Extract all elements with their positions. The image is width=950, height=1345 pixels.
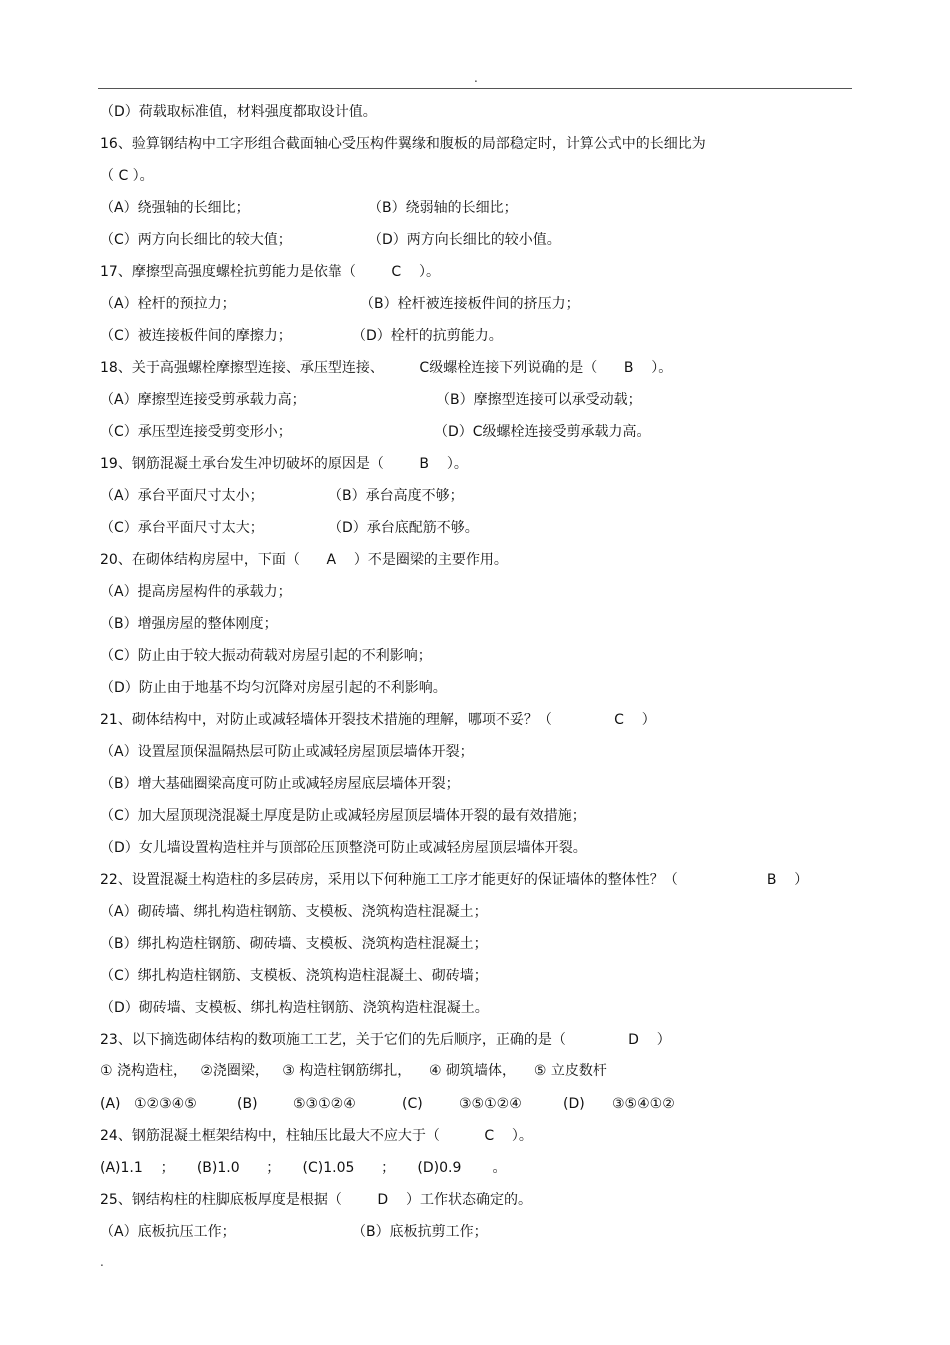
option-c: （C）两方向长细比的较大值；: [100, 232, 292, 248]
option-c: （C）被连接板件间的摩擦力；: [100, 328, 292, 344]
option-b-sequence: ⑤③①②④: [293, 1096, 356, 1112]
question-16-answer: （ C ）。: [100, 168, 154, 184]
option-b: （B）栓杆被连接板件间的挤压力；: [360, 296, 580, 312]
option-a: （A）摩擦型连接受剪承载力高；: [100, 392, 306, 408]
question-20: 20、在砌体结构房屋中，下面（ A ）不是圈梁的主要作用。: [100, 552, 508, 568]
option-a-label: (A): [100, 1096, 121, 1112]
option-a: （A）设置屋顶保温隔热层可防止或减轻房屋顶层墙体开裂；: [100, 744, 474, 760]
option-a: （A）栓杆的预拉力；: [100, 296, 236, 312]
option-c: （C）防止由于较大振动荷载对房屋引起的不利影响；: [100, 648, 432, 664]
option-d: （D）C级螺栓连接受剪承载力高。: [434, 424, 651, 440]
option-d-label: (D): [563, 1096, 585, 1112]
option-b: （B）底板抗剪工作；: [352, 1224, 488, 1240]
question-23: 23、以下摘选砌体结构的数项施工工艺，关于它们的先后顺序，正确的是（ D ）: [100, 1032, 671, 1048]
option-row: (A)1.1 ； (B)1.0 ； (C)1.05 ； (D)0.9 。: [100, 1160, 507, 1176]
question-21: 21、砌体结构中，对防止或减轻墙体开裂技术措施的理解，哪项不妥？（ C ）: [100, 712, 656, 728]
option-a-sequence: ①②③④⑤: [134, 1096, 197, 1112]
option-a: （A）砌砖墙、绑扎构造柱钢筋、支模板、浇筑构造柱混凝土；: [100, 904, 488, 920]
option-c: （C）承压型连接受剪变形小；: [100, 424, 292, 440]
option-d: （D）砌砖墙、支模板、绑扎构造柱钢筋、浇筑构造柱混凝土。: [100, 1000, 489, 1016]
option-b: （B）增强房屋的整体刚度；: [100, 616, 278, 632]
option-b: （B）绑扎构造柱钢筋、砌砖墙、支模板、浇筑构造柱混凝土；: [100, 936, 488, 952]
option-a: （A）提高房屋构件的承载力；: [100, 584, 292, 600]
option-b: （B）承台高度不够；: [328, 488, 464, 504]
option-d: （D）防止由于地基不均匀沉降对房屋引起的不利影响。: [100, 680, 447, 696]
option-b: （B）绕弱轴的长细比；: [368, 200, 518, 216]
question-16: 16、验算钢结构中工字形组合截面轴心受压构件翼缘和腹板的局部稳定时，计算公式中的长细比为: [100, 136, 706, 152]
option-a: （A）绕强轴的长细比；: [100, 200, 250, 216]
option-d: （D）栓杆的抗剪能力。: [352, 328, 503, 344]
question-17: 17、摩擦型高强度螺栓抗剪能力是依靠（ C ）。: [100, 264, 440, 280]
option-b: （B）摩擦型连接可以承受动载；: [436, 392, 642, 408]
question-22: 22、设置混凝土构造柱的多层砖房，采用以下何种施工工序才能更好的保证墙体的整体性？（ B ）: [100, 872, 809, 888]
header-mark: .: [474, 71, 478, 85]
question-24: 24、钢筋混凝土框架结构中，柱轴压比最大不应大于（ C ）。: [100, 1128, 533, 1144]
option-c-label: (C): [402, 1096, 423, 1112]
option-c: （C）绑扎构造柱钢筋、支模板、浇筑构造柱混凝土、砌砖墙；: [100, 968, 488, 984]
option-d: （D）女儿墙设置构造柱并与顶部砼压顶整浇可防止或减轻房屋顶层墙体开裂。: [100, 840, 587, 856]
footer-mark: .: [100, 1255, 104, 1269]
option-d: （D）承台底配筋不够。: [328, 520, 479, 536]
option-d-sequence: ③⑤④①②: [612, 1096, 675, 1112]
option-c: （C）加大屋顶现浇混凝土厚度是防止或减轻房屋顶层墙体开裂的最有效措施；: [100, 808, 586, 824]
option-line: （D）荷载取标准值，材料强度都取设计值。: [100, 104, 377, 120]
process-items: ① 浇构造柱， ②浇圈梁， ③ 构造柱钢筋绑扎， ④ 砌筑墙体， ⑤ 立皮数杆: [100, 1063, 607, 1079]
question-25: 25、钢结构柱的柱脚底板厚度是根据（ D ）工作状态确定的。: [100, 1192, 532, 1208]
option-a: （A）底板抗压工作；: [100, 1224, 236, 1240]
option-a: （A）承台平面尺寸太小；: [100, 488, 264, 504]
option-c: （C）承台平面尺寸太大；: [100, 520, 264, 536]
option-b-label: (B): [237, 1096, 258, 1112]
option-d: （D）两方向长细比的较小值。: [368, 232, 561, 248]
option-c-sequence: ③⑤①②④: [459, 1096, 522, 1112]
question-18: 18、关于高强螺栓摩擦型连接、承压型连接、 C级螺栓连接下列说确的是（ B ）。: [100, 360, 673, 376]
header-rule: [98, 88, 852, 89]
question-19: 19、钢筋混凝土承台发生冲切破坏的原因是（ B ）。: [100, 456, 468, 472]
option-b: （B）增大基础圈梁高度可防止或减轻房屋底层墙体开裂；: [100, 776, 460, 792]
